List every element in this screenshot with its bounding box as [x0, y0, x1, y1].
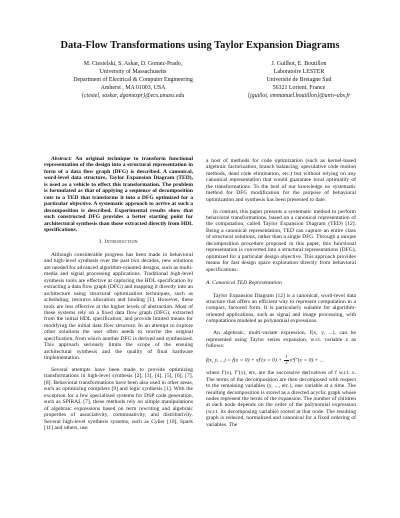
author-department: Department of Electrical & Computer Engineering — [73, 77, 193, 84]
author-affiliation: Laboratoire LESTER — [273, 69, 325, 76]
author-affiliation: University of Massachusetts — [99, 69, 167, 76]
equation-fraction — [284, 355, 288, 365]
right-column — [206, 158, 356, 434]
paragraph: An algebraic, multi-variate expression, f(x, y, ...), can be represented using Taylor series expansion, w.r.t. variable x as follows: — [206, 330, 356, 350]
author-email: {jguillot, emmanuel.boutillon}@univ-ubs.fr — [247, 93, 351, 100]
fraction-numerator: 1 — [285, 353, 288, 359]
section-heading-introduction: I. Introduction — [99, 239, 138, 246]
abstract-text: An original technique to transform functional representation of the design into a structural representation in form of a data flow graph (DFG) is described. A canonical, word-level data structure, Taylor Expansion Diagram (TED), is used as a vehicle to effect this transformation. The problem is formulated as that of applying a sequence of decomposition cuts to a TED that transforms it into a DFG optimized for a particular objective. A systematic approach to arrive at such a decomposition is described. Experimental results show that such constructed DFG provides a better starting point for architectural synthesis than those extracted directly from HDL specifications. — [44, 156, 193, 233]
paragraph: Although considerable progress has been made in behavioral and high-level synthesis over the past two decades, new solutions are needed for advanced algorithm-oriented designs, such as multi-media and signal processing applications. Traditional high-level synthesis tools are effective at capturing the HDL specification by extracting a data flow graph (DFG) and mapping it directly into an architecture using structural optimization techniques, such as scheduling, resource allocation and binding [1]. However, these tools are less effective at the higher levels of abstraction. Most of these systems rely on a fixed data flow graph (DFG), extracted from the initial HDL specification, and provide limited means for modifying the initial data flow structure. In an attempt to explore other solutions the user often needs to rewrite the original specification, from which another DFG is derived and synthesized. This approach seriously limits the scope of the ensuing architectural synthesis and the quality of final hardware implementation. — [44, 251, 193, 362]
equation-lhs: f(x, y, ...) = f(x = 0) + xf′(x = 0) + — [206, 357, 284, 364]
author-block-umass — [52, 60, 214, 100]
subsection-heading: A. Canonical TED Representation — [206, 280, 282, 287]
paragraph: where f′(x), f″(x), etc, are the successive derivatives of f w.r.t. x. The terms of the decomposition are then decomposed with respect to the remaining variables (y, ..., etc.), one variable at a time. The resulting decomposition is stored as a directed acyclic graph whose nodes represent the terms of the expansion. The number of children at each node depends on the order of the polynomial expression (w.r.t. its decomposing variable) rooted at that node. The resulting graph is reduced, normalized and canonical for a fixed ordering of variables. The — [206, 370, 356, 428]
author-names: M. Ciesielski, S. Askar, D. Gomez-Prado, — [83, 61, 183, 67]
taylor-equation — [206, 355, 356, 365]
author-block-lester — [224, 60, 374, 100]
paragraph: a host of methods for code optimization (such as kernel-based algebraic factorization, branch balancing, speculative code motion methods, dead code elimination, etc.) but without relying on any canonical representation that would guarantee local optimality of the transformations. To the best of our knowledge no systematic method for DFG modification for the purpose of behavioral optimization and synthesis has been presented to date. — [206, 158, 356, 203]
paper-title: Data-Flow Transformations using Taylor Expansion Diagrams — [60, 40, 340, 51]
author-address: Amherst , MA 01003, USA — [100, 85, 166, 92]
author-email: {ciesiel, saskar, dgomezpr}@ecs.umass.edu — [81, 93, 185, 100]
fraction-denominator: 2 — [285, 359, 288, 365]
paragraph: Several attempts have been made to provide optimizing transformations in high-level synthesis [2], [3], [4], [5], [6], [7], [8]. Behavioral transformations have been also used in other areas, such as optimizing compilers [9] and logic synthesis [1]. With the exception for a few specialized systems for DSP code generation, such as SPIRAL [7], these methods rely on simple manipulations of algebraic expressions based on term rewriting and algebraic properties of associativity, commutativity, and distributivity. Several high-level synthesis systems, such as Cyber [10], Spark [11] and others, use — [44, 366, 193, 432]
author-address: 56321 Lorient, France — [272, 85, 326, 92]
left-column — [44, 156, 193, 437]
equation-rhs: x²f″(x = 0) + ... — [289, 357, 325, 364]
abstract-label: Abstract: — [51, 156, 72, 162]
author-names: J. Guilhot, E. Boutillon — [271, 61, 327, 67]
paragraph: In contrast, this paper presents a systematic method to perform behavioral transformations, based on a canonical representation of the computation, called Taylor Expansion Diagram (TED) [12]. Being a canonical representation, TED can capture an entire class of structural solutions, rather than a single DFG. Through a unique decomposition procedure proposed in this paper, this functional representation is converted into a structural representations (DFG), optimized for a particular design objective. This approach provides means for fast design space exploration directly from behavioral specifications. — [206, 208, 356, 273]
author-university: Université de Bretagne Sud — [266, 77, 332, 84]
abstract — [44, 156, 193, 233]
paragraph: Taylor Expansion Diagram [12] is a canonical, word-level data structure that offers an efficient way to represent computation in a compact, factored form. It is particularly suitable for algorithm-oriented applications, such as signal and image processing, with computations modeled as polynomial expressions. — [206, 292, 356, 325]
